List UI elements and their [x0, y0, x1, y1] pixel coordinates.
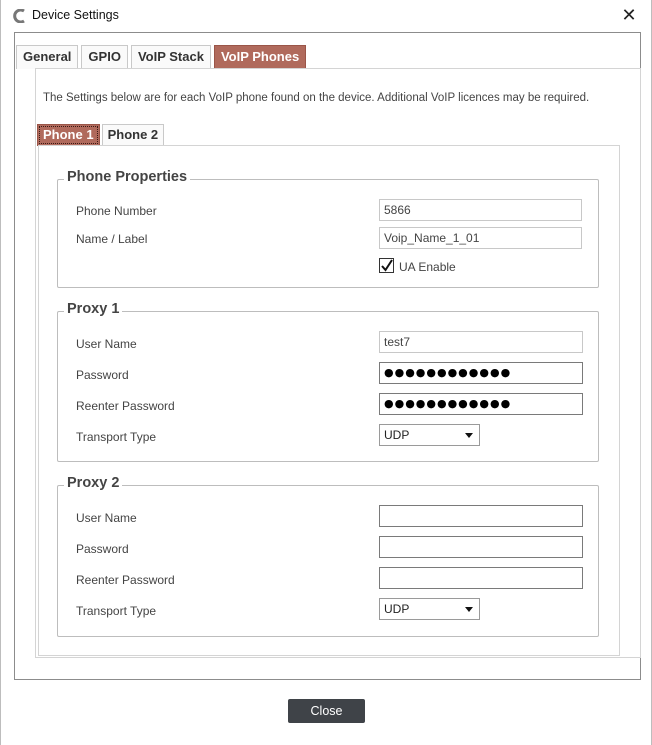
- phone-tab-strip: [37, 124, 166, 146]
- info-text: The Settings below are for each VoIP phone found on the device. Additional VoIP licences may be required.: [43, 92, 590, 104]
- phone-properties-group: [57, 169, 599, 288]
- tab-gpio[interactable]: GPIO: [81, 45, 128, 69]
- dropdown-arrow-icon: [465, 433, 473, 438]
- proxy-1-password-field[interactable]: ●●●●●●●●●●●●: [379, 362, 583, 384]
- tab-phone-2[interactable]: Phone 2: [102, 124, 165, 146]
- dropdown-arrow-icon: [465, 607, 473, 612]
- proxy-2-password-field[interactable]: [379, 536, 583, 558]
- tab-voip-stack[interactable]: VoIP Stack: [131, 45, 211, 69]
- proxy-2-reenter-password-label: Reenter Password: [76, 573, 175, 587]
- proxy-2-group: [57, 475, 599, 637]
- proxy-1-reenter-password-field[interactable]: ●●●●●●●●●●●●: [379, 393, 583, 415]
- ua-enable-checkbox[interactable]: [379, 258, 394, 273]
- name-label: Name / Label: [76, 232, 148, 246]
- proxy-1-user-name-field[interactable]: test7: [379, 331, 583, 353]
- proxy-2-transport-type-label: Transport Type: [76, 604, 157, 618]
- proxy-1-user-name-label: User Name: [76, 337, 137, 351]
- check-icon: [381, 259, 393, 272]
- proxy-2-transport-type-select[interactable]: [379, 598, 480, 620]
- tab-general[interactable]: General: [16, 45, 78, 69]
- close-icon[interactable]: ✕: [621, 5, 637, 25]
- proxy-2-reenter-password-field[interactable]: [379, 567, 583, 589]
- proxy-2-transport-type-value: UDP: [384, 602, 410, 616]
- proxy-2-title: Proxy 2: [64, 475, 122, 491]
- proxy-2-password-label: Password: [76, 542, 129, 556]
- proxy-1-transport-type-value: UDP: [384, 428, 410, 442]
- proxy-1-group: [57, 301, 599, 462]
- proxy-1-password-label: Password: [76, 368, 129, 382]
- phone-properties-title: Phone Properties: [64, 169, 190, 185]
- proxy-2-user-name-label: User Name: [76, 511, 137, 525]
- window-title: Device Settings: [32, 8, 119, 22]
- proxy-1-reenter-password-label: Reenter Password: [76, 399, 175, 413]
- proxy-1-transport-type-label: Transport Type: [76, 430, 157, 444]
- main-tab-strip: [16, 45, 309, 69]
- tab-phone-1[interactable]: Phone 1: [37, 124, 100, 146]
- proxy-1-transport-type-select[interactable]: [379, 424, 480, 446]
- tab-voip-phones[interactable]: VoIP Phones: [214, 45, 306, 69]
- phone-1-content: [38, 145, 620, 656]
- title-bar: [1, 0, 651, 32]
- phone-number-label: Phone Number: [76, 204, 157, 218]
- app-logo-icon: [13, 9, 27, 23]
- ua-enable-label: UA Enable: [399, 260, 456, 274]
- close-button[interactable]: Close: [288, 699, 365, 723]
- phone-number-field[interactable]: 5866: [379, 199, 582, 221]
- name-field[interactable]: Voip_Name_1_01: [379, 227, 582, 249]
- proxy-2-user-name-field[interactable]: [379, 505, 583, 527]
- proxy-1-title: Proxy 1: [64, 301, 122, 317]
